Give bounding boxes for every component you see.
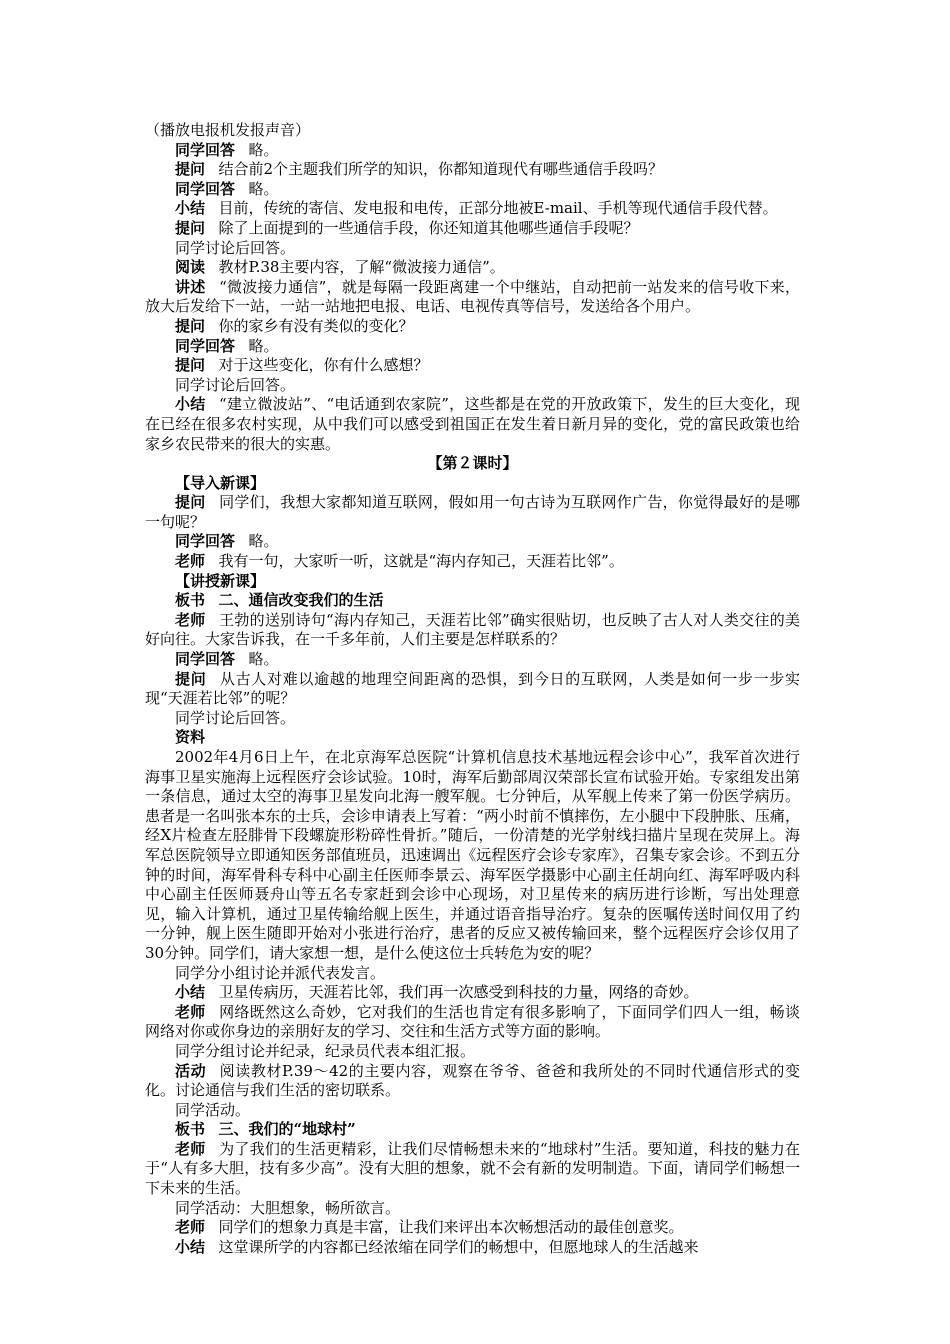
paragraph-text: 同学讨论后回答。 <box>175 238 296 257</box>
speaker-tag: 提问 <box>175 316 206 335</box>
speaker-tag: 【讲授新课】 <box>175 571 266 590</box>
speaker-tag: 【导入新课】 <box>175 473 266 492</box>
speaker-tag: 老师 <box>175 610 206 629</box>
speaker-tag: 资料 <box>175 728 206 747</box>
speaker-tag: 小结 <box>175 1237 206 1256</box>
paragraph <box>145 180 800 200</box>
paragraph <box>145 572 800 592</box>
paragraph <box>145 748 800 964</box>
speaker-tag: 老师 <box>175 552 206 571</box>
paragraph <box>145 1140 800 1199</box>
paragraph-text: 网络既然这么奇妙，它对我们的生活也肯定有很多影响了，下面同学们四人一组，畅谈网络对你或你身边的亲朋好友的学习、交往和生活方式等方面的影响。 <box>145 1002 800 1041</box>
speaker-tag: 活动 <box>175 1061 207 1080</box>
speaker-tag: 小结 <box>175 983 206 1002</box>
paragraph-text: 三、我们的“地球村” <box>218 1120 356 1139</box>
paragraph <box>145 1238 800 1258</box>
paragraph <box>145 474 800 494</box>
paragraph <box>145 709 800 729</box>
paragraph <box>145 1120 800 1140</box>
speaker-tag: 讲述 <box>175 277 206 296</box>
paragraph-text: 二、通信改变我们的生活 <box>218 591 384 610</box>
paragraph <box>145 258 800 278</box>
paragraph-text: 卫星传病历，天涯若比邻，我们再一次感受到科技的力量，网络的奇妙。 <box>218 983 699 1002</box>
paragraph-text: 同学们，我想大家都知道互联网，假如用一句古诗为互联网作广告，你觉得最好的是哪一句呢？ <box>145 493 800 531</box>
paragraph-text: 阅读教材P.39～42的主要内容，观察在爷爷、爸爸和我所处的不同时代通信形式的变化。讨论通信与我们生活的密切联系。 <box>145 1061 800 1100</box>
paragraph-text: （播放电报机发报声音） <box>145 121 311 139</box>
paragraph-text: 2002年4月6日上午，在北京海军总医院“计算机信息技术基地远程会诊中心”，我军首次进行海事卫星实施海上远程医疗会诊试验。10时，海军后勤部周汉荣部长宣布试验开始。专家组发出第一条信息，通过太空的海事卫星发向北海一艘军舰。七分钟后，从军舰上传来了第一份医学病历。患者是一名叫张本东的士兵，会诊申请表上写着：“两小时前不慎摔伤，左小腿中下段肿胀、压痛，经X片检查左胫腓骨下段螺旋形粉碎性骨折。”随后，一份清楚的光学射线扫描片呈现在荧屏上。海军总医院领导立即通知医务部值班员，迅速调出《远程医疗会诊专家库》，召集专家会诊。不到五分钟的时间，海军骨科专科中心副主任医师李景云、海军医学摄影中心副主任胡向红、海军呼吸内科中心副主任医师聂舟山等五名专家赶到会诊中心现场，对卫星传来的病历进行诊断，写出处理意见，输入计算机，通过卫星传输给舰上医生，并通过语音指导治疗。复杂的医嘱传送时间仅用了约一分钟，舰上医生随即开始对小张进行治疗，患者的反应又被传输回来，整个远程医疗会诊仅用了30分钟。同学们，请大家想一想，是什么使这位士兵转危为安的呢？ <box>145 748 800 962</box>
paragraph <box>145 278 800 317</box>
paragraph <box>145 1003 800 1042</box>
speaker-tag: 老师 <box>175 1002 206 1021</box>
paragraph-text: 你的家乡有没有类似的变化？ <box>218 316 414 335</box>
speaker-tag: 同学回答 <box>175 650 236 669</box>
paragraph-text: 我有一句，大家听一听，这就是“海内存知己，天涯若比邻”。 <box>218 552 624 571</box>
paragraph <box>145 199 800 219</box>
paragraph-text: 【第２课时】 <box>427 454 518 473</box>
paragraph-text: 略。 <box>248 532 279 551</box>
paragraph-text: 这堂课所学的内容都已经浓缩在同学们的畅想中，但愿地球人的生活越来 <box>218 1237 699 1256</box>
paragraph <box>145 395 800 454</box>
speaker-tag: 老师 <box>175 1218 206 1237</box>
paragraph <box>145 1199 800 1219</box>
paragraph <box>145 650 800 670</box>
paragraph <box>145 552 800 572</box>
speaker-tag: 提问 <box>175 669 207 688</box>
paragraph <box>145 1101 800 1121</box>
paragraph-text: “建立微波站”、“电话通到农家院”，这些都是在党的开放政策下，发生的巨大变化，现在已经在很多农村实现，从中我们可以感受到祖国正在发生着日新月异的变化，党的富民政策也给家乡农民带来的很大的实惠。 <box>145 395 800 453</box>
speaker-tag: 提问 <box>175 160 206 179</box>
section-heading <box>145 454 800 474</box>
speaker-tag: 同学回答 <box>175 532 236 551</box>
paragraph <box>145 670 800 709</box>
paragraph <box>145 1062 800 1101</box>
speaker-tag: 老师 <box>175 1139 206 1158</box>
paragraph <box>145 356 800 376</box>
speaker-tag: 提问 <box>175 218 206 237</box>
paragraph <box>145 611 800 650</box>
paragraph <box>145 317 800 337</box>
paragraph-text: 从古人对难以逾越的地理空间距离的恐惧，到今日的互联网，人类是如何一步一步实现“天涯若比邻”的呢？ <box>145 669 800 708</box>
paragraph <box>145 239 800 259</box>
speaker-tag: 板书 <box>175 591 206 610</box>
paragraph <box>145 728 800 748</box>
document-page <box>145 121 800 1257</box>
speaker-tag: 小结 <box>175 395 206 414</box>
speaker-tag: 小结 <box>175 199 206 218</box>
speaker-tag: 同学回答 <box>175 179 236 198</box>
paragraph-text: 同学分组讨论并纪录，纪录员代表本组汇报。 <box>175 1041 476 1060</box>
paragraph-text: 结合前2个主题我们所学的知识，你都知道现代有哪些通信手段吗？ <box>218 160 664 179</box>
paragraph <box>145 121 800 141</box>
paragraph-text: 同学活动。 <box>175 1100 251 1119</box>
paragraph-text: 同学讨论后回答。 <box>175 708 296 727</box>
speaker-tag: 提问 <box>175 493 206 512</box>
paragraph-text: 略。 <box>248 650 279 669</box>
paragraph <box>145 591 800 611</box>
speaker-tag: 板书 <box>175 1120 206 1139</box>
paragraph <box>145 983 800 1003</box>
speaker-tag: 提问 <box>175 356 206 375</box>
paragraph <box>145 141 800 161</box>
paragraph-text: 目前，传统的寄信、发电报和电传，正部分地被E-mail、手机等现代通信手段代替。 <box>218 199 778 218</box>
paragraph-text: 除了上面提到的一些通信手段，你还知道其他哪些通信手段呢？ <box>218 218 639 237</box>
paragraph-text: 教材P.38主要内容，了解“微波接力通信”。 <box>218 258 505 277</box>
paragraph-text: 对于这些变化，你有什么感想？ <box>218 356 429 375</box>
paragraph <box>145 160 800 180</box>
paragraph-text: 王勃的送别诗句“海内存知己，天涯若比邻”确实很贴切，也反映了古人对人类交往的美好向往。大家告诉我，在一千多年前，人们主要是怎样联系的？ <box>145 610 800 649</box>
paragraph <box>145 532 800 552</box>
paragraph-text: 同学们的想象力真是丰富，让我们来评出本次畅想活动的最佳创意奖。 <box>218 1218 684 1237</box>
paragraph-text: 为了我们的生活更精彩，让我们尽情畅想未来的“地球村”生活。要知道，科技的魅力在于“人有多大胆，技有多少高”。没有大胆的想象，就不会有新的发明制造。下面，请同学们畅想一下未来的生活。 <box>145 1139 800 1198</box>
paragraph-text: 略。 <box>248 140 279 159</box>
paragraph-text: 略。 <box>248 179 279 198</box>
paragraph <box>145 376 800 396</box>
paragraph-text: 略。 <box>248 336 279 355</box>
speaker-tag: 同学回答 <box>175 336 236 355</box>
paragraph <box>145 219 800 239</box>
paragraph-text: 同学分小组讨论并派代表发言。 <box>175 963 386 982</box>
paragraph-text: 同学活动：大胆想象，畅所欲言。 <box>175 1198 401 1217</box>
paragraph <box>145 337 800 357</box>
speaker-tag: 同学回答 <box>175 140 236 159</box>
paragraph <box>145 1042 800 1062</box>
paragraph-text: “微波接力通信”，就是每隔一段距离建一个中继站，自动把前一站发来的信号收下来，放大后发给下一站，一站一站地把电报、电话、电视传真等信号，发送给各个用户。 <box>145 277 800 316</box>
paragraph <box>145 493 800 532</box>
paragraph <box>145 1218 800 1238</box>
speaker-tag: 阅读 <box>175 258 206 277</box>
paragraph <box>145 964 800 984</box>
paragraph-text: 同学讨论后回答。 <box>175 375 296 394</box>
